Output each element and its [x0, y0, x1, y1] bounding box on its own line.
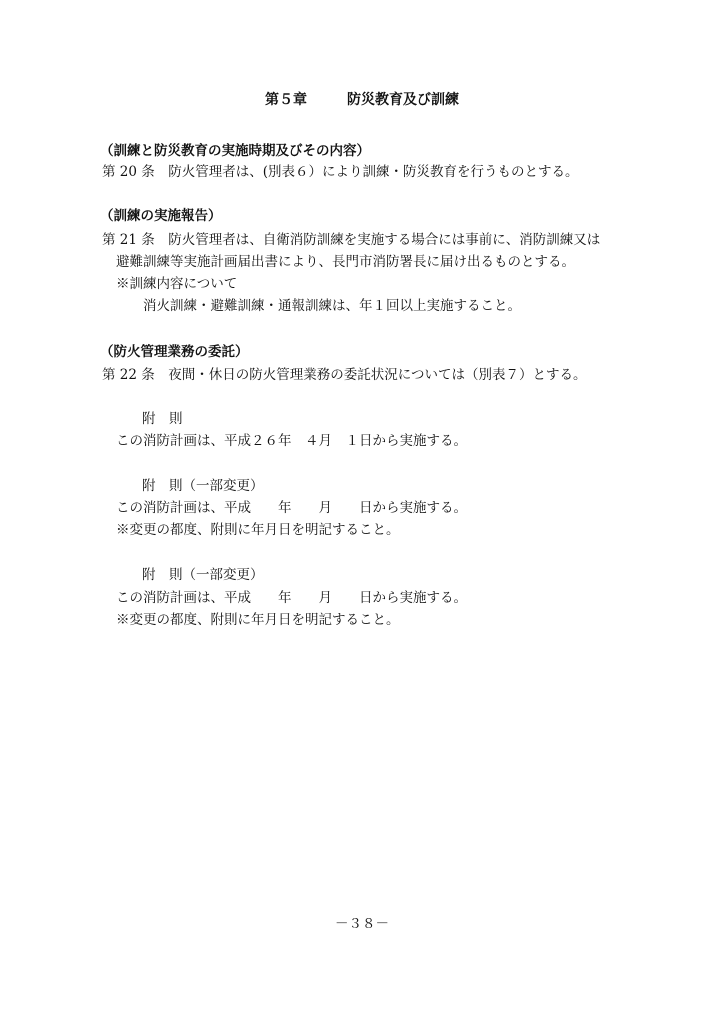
supplementary-2-line1: この消防計画は、平成 年 月 日から実施する。 — [116, 500, 467, 516]
section-heading-training-report: （訓練の実施報告） — [100, 208, 222, 224]
chapter-name: 防災教育及び訓練 — [347, 92, 459, 108]
article-22: 第 22 条 夜間・休日の防火管理業務の委託状況については（別表７）とする。 — [102, 367, 587, 383]
article-20: 第 20 条 防火管理者は、(別表６）により訓練・防災教育を行うものとする。 — [102, 164, 579, 180]
training-content-note: ※訓練内容について — [116, 276, 238, 292]
supplementary-3-note: ※変更の都度、附則に年月日を明記すること。 — [116, 612, 400, 628]
supplementary-title-2: 附 則（一部変更） — [142, 478, 264, 494]
article-21-line2: 避難訓練等実施計画届出書により、長門市消防署長に届け出るものとする。 — [116, 254, 575, 270]
section-heading-outsourcing: （防火管理業務の委託） — [100, 344, 249, 360]
chapter-number: 第５章 — [265, 92, 307, 108]
page-number: －３８－ — [335, 916, 389, 932]
section-heading-training-schedule: （訓練と防災教育の実施時期及びその内容） — [100, 143, 370, 159]
training-content-detail: 消火訓練・避難訓練・通報訓練は、年１回以上実施すること。 — [143, 298, 521, 314]
chapter-title — [0, 91, 724, 110]
supplementary-2-note: ※変更の都度、附則に年月日を明記すること。 — [116, 522, 400, 538]
article-21-line1: 第 21 条 防火管理者は、自衛消防訓練を実施する場合には事前に、消防訓練又は — [102, 232, 601, 248]
supplementary-title-1: 附 則 — [142, 411, 183, 427]
supplementary-3-line1: この消防計画は、平成 年 月 日から実施する。 — [116, 590, 467, 606]
supplementary-title-3: 附 則（一部変更） — [142, 567, 264, 583]
supplementary-1-line1: この消防計画は、平成２６年 ４月 １日から実施する。 — [116, 433, 467, 449]
